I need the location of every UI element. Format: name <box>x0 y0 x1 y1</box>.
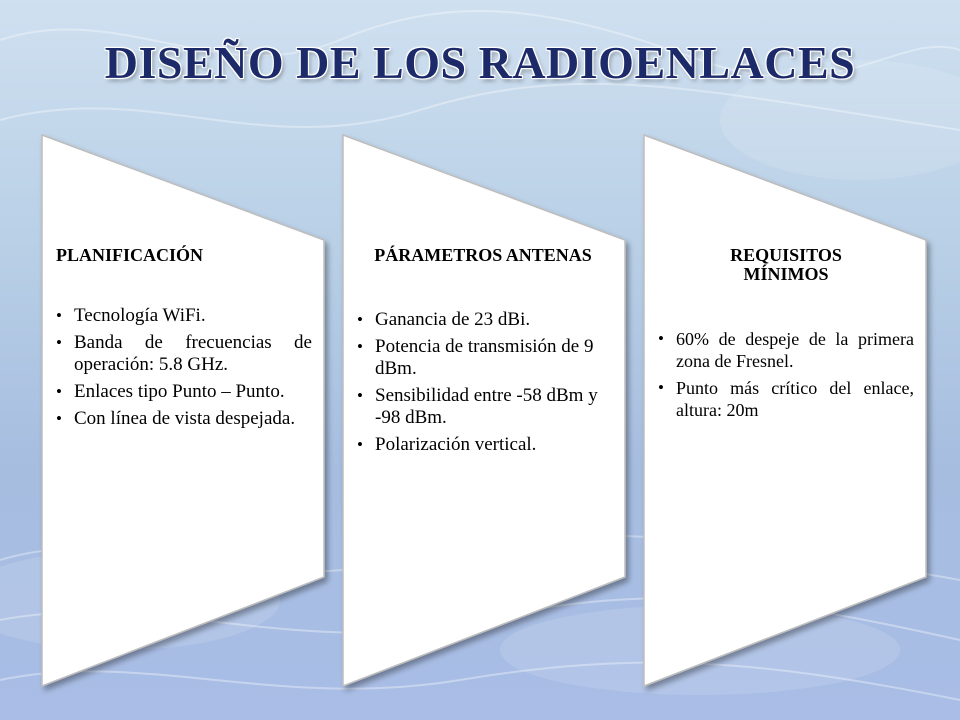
list-item: • Polarización vertical. <box>357 434 609 456</box>
panel-heading: REQUISITOS MÍNIMOS <box>730 245 842 284</box>
list-item: • 60% de despeje de la primera zona de Fresnel. <box>658 328 914 372</box>
list-item: • Punto más crítico del enlace, altura: 20m <box>658 377 914 421</box>
slide-title: DISEÑO DE LOS RADIOENLACES <box>104 37 856 88</box>
list-item: • Banda de frecuencias de operación: 5.8 GHz. <box>56 332 312 376</box>
panel-requisitos-minimos <box>658 246 914 426</box>
list-item: • Sensibilidad entre -58 dBm y -98 dBm. <box>357 385 609 429</box>
list-item: • Tecnología WiFi. <box>56 305 312 327</box>
list-item: • Ganancia de 23 dBi. <box>357 309 609 331</box>
panel-heading: PLANIFICACIÓN <box>56 245 204 265</box>
panel-list <box>357 309 609 456</box>
panel-planificacion <box>56 246 312 435</box>
list-item: • Enlaces tipo Punto – Punto. <box>56 381 312 403</box>
panel-parametros-antenas <box>357 246 609 461</box>
list-item: • Potencia de transmisión de 9 dBm. <box>357 336 609 380</box>
list-item: • Con línea de vista despejada. <box>56 408 312 430</box>
panel-list <box>658 328 914 421</box>
panel-list <box>56 305 312 430</box>
panel-heading: PÁRAMETROS ANTENAS <box>374 245 592 265</box>
